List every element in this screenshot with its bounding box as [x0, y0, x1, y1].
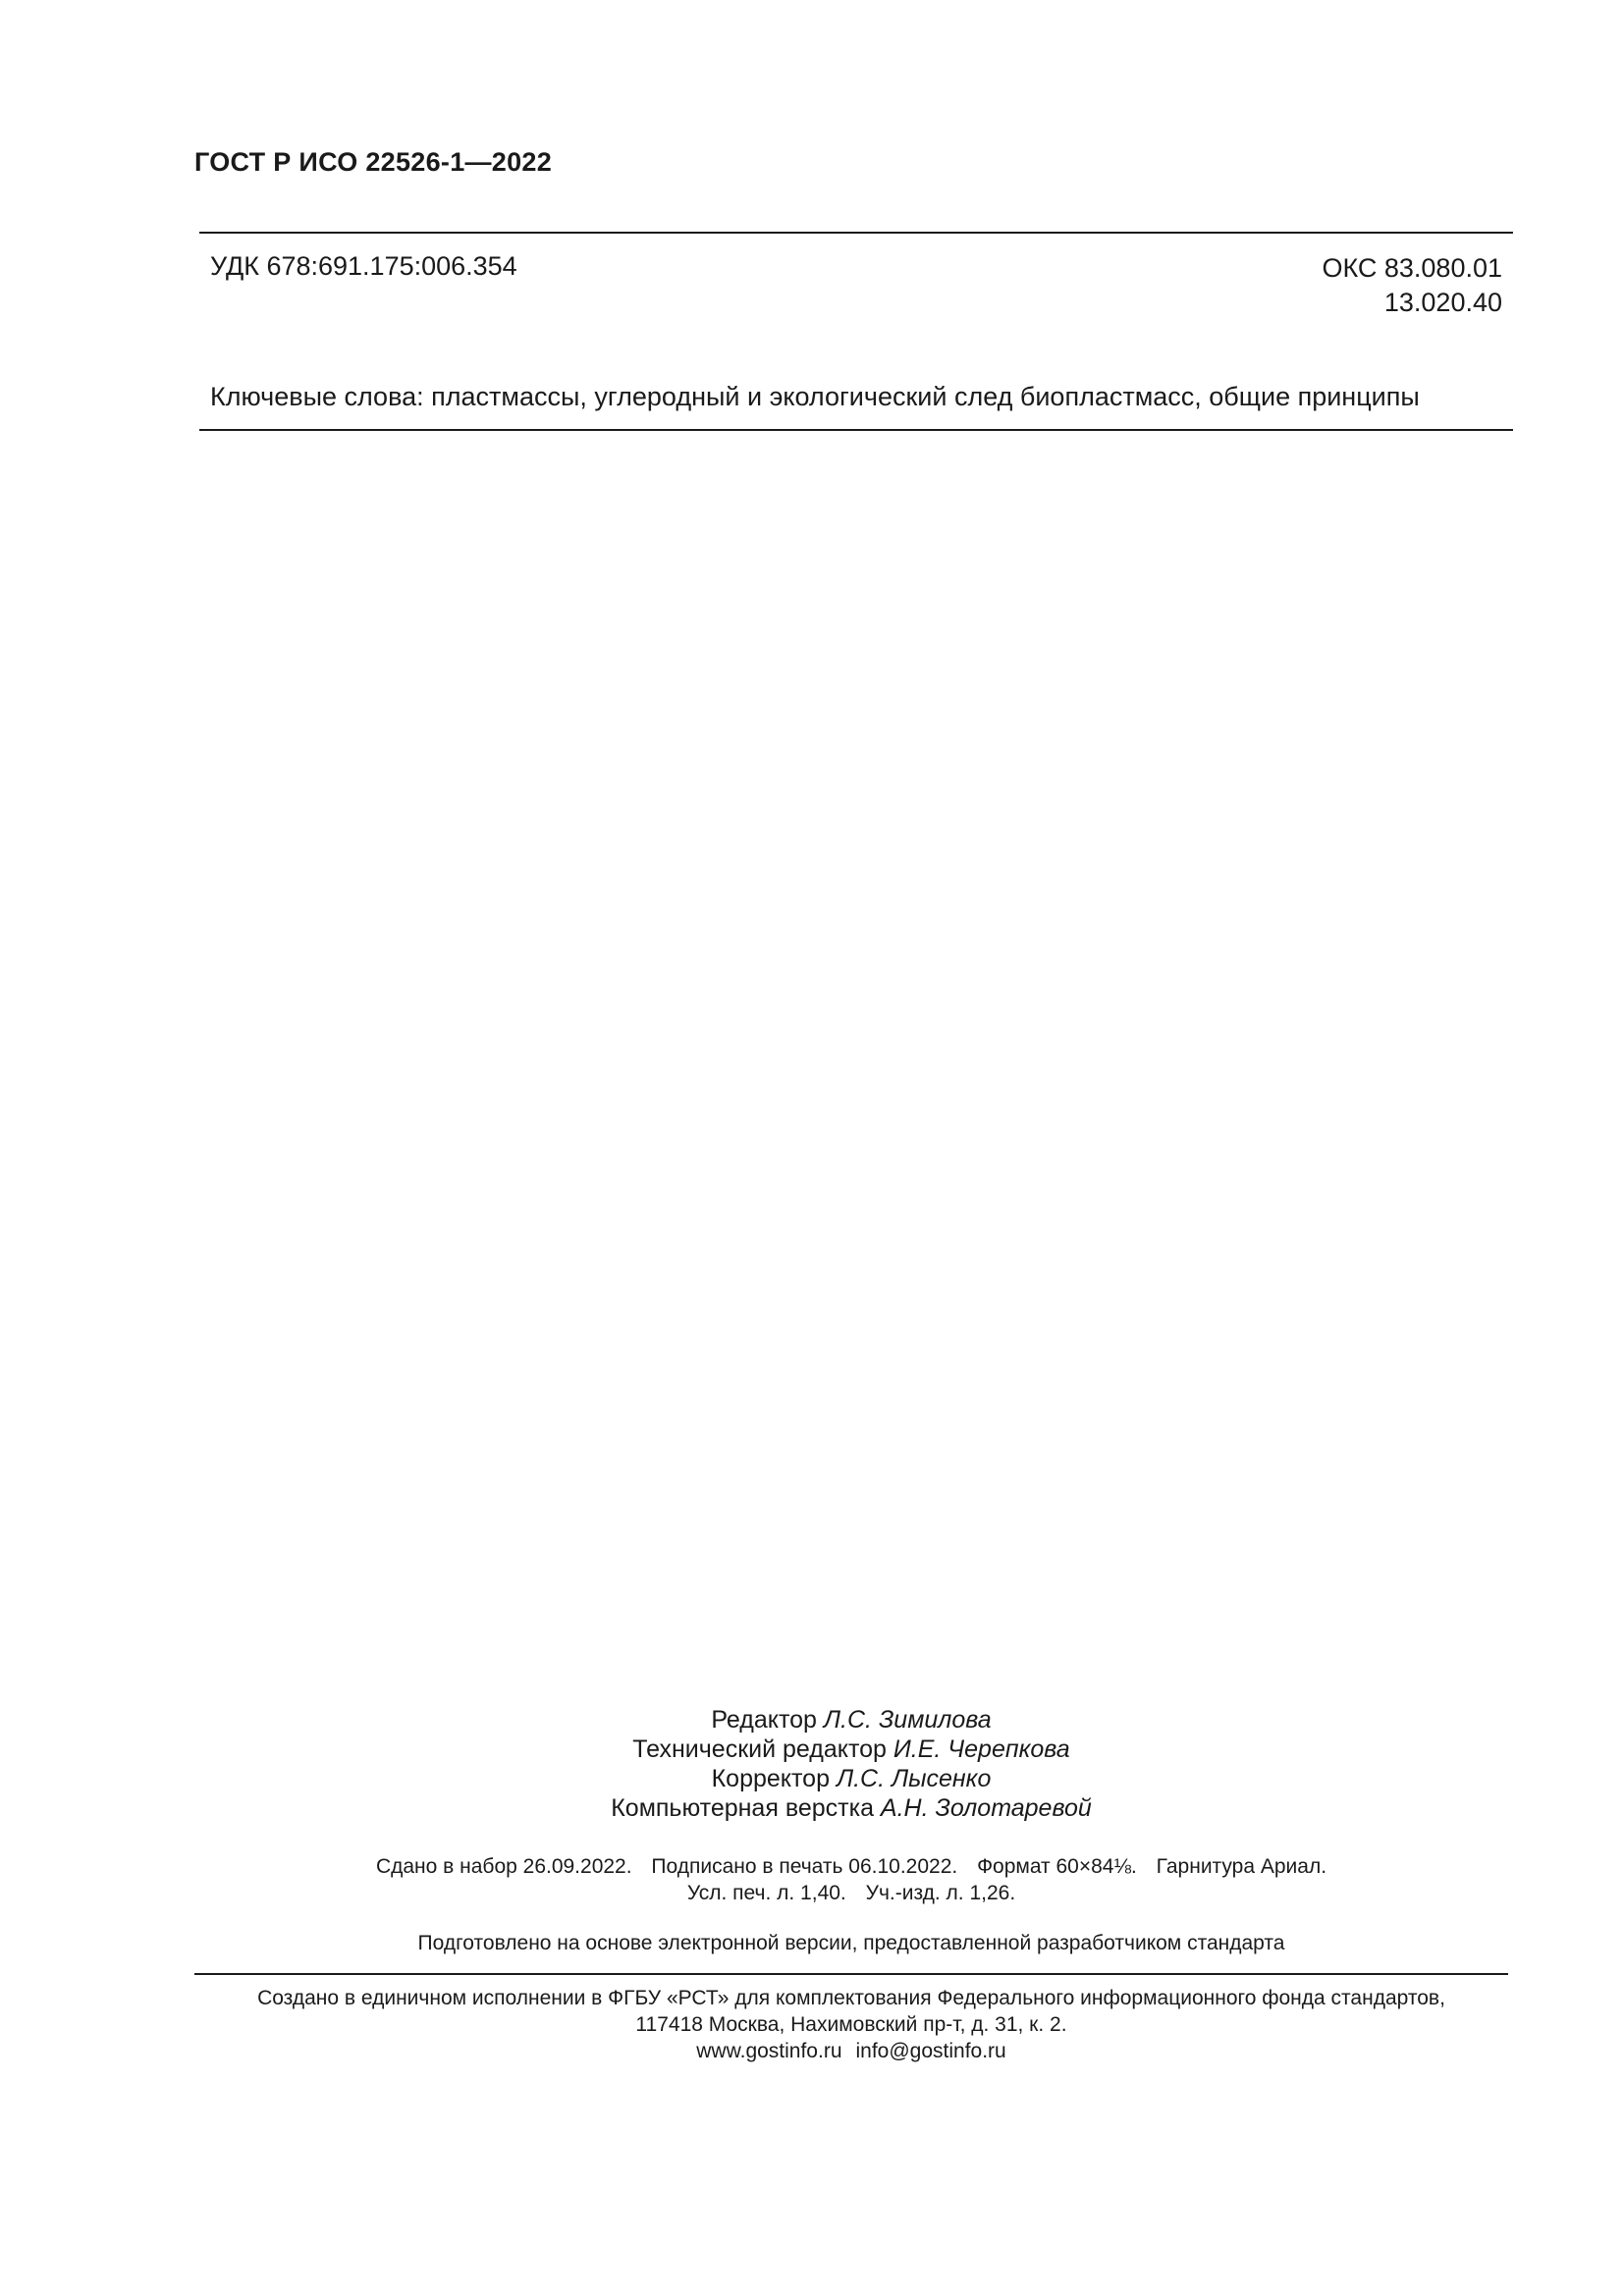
credit-role: Корректор	[711, 1765, 837, 1792]
set-date: Сдано в набор 26.09.2022.	[375, 1855, 632, 1878]
credit-corrector	[0, 1764, 1624, 1793]
oks-code-primary: ОКС 83.080.01	[1322, 253, 1502, 283]
credit-role: Редактор	[711, 1706, 824, 1734]
typeface: Гарнитура Ариал.	[1156, 1855, 1327, 1878]
keywords-line: Ключевые слова: пластмассы, углеродный и экологический след биопластмасс, общие принципы	[210, 382, 1420, 411]
footer-divider	[194, 1973, 1508, 1975]
website-link[interactable]: www.gostinfo.ru	[696, 2040, 842, 2062]
credit-person: Л.С. Лысенко	[836, 1765, 992, 1792]
email-link[interactable]: info@gostinfo.ru	[855, 2040, 1006, 2062]
print-details-line-2	[0, 1880, 1624, 1906]
publisher-address: 117418 Москва, Нахимовский пр-т, д. 31, к. 2.	[635, 2013, 1067, 2036]
credit-tech-editor	[0, 1735, 1624, 1764]
prepared-note: Подготовлено на основе электронной версии, предоставленной разработчиком стандарта	[417, 1932, 1285, 1954]
print-details-line-1	[0, 1853, 1624, 1880]
print-details	[0, 1853, 1624, 1906]
created-line: Создано в единичном исполнении в ФГБУ «РСТ» для комплектования Федерального информационного фонда стандартов,	[257, 1987, 1445, 2009]
credit-person: Л.С. Зимилова	[823, 1706, 992, 1734]
editorial-credits	[0, 1705, 1624, 1823]
credit-person: И.Е. Черепкова	[893, 1735, 1070, 1763]
credit-person: А.Н. Золотаревой	[880, 1794, 1092, 1822]
publisher-contacts	[0, 2038, 1624, 2064]
paper-format: Формат 60×84⅛.	[977, 1855, 1137, 1878]
oks-codes	[1322, 251, 1502, 320]
credit-role: Технический редактор	[632, 1735, 893, 1763]
credit-role: Компьютерная верстка	[611, 1794, 881, 1822]
oks-code-secondary: 13.020.40	[1383, 288, 1502, 317]
document-code: ГОСТ Р ИСО 22526-1—2022	[194, 147, 553, 177]
keywords-divider	[199, 429, 1513, 431]
publisher-footer	[0, 1985, 1624, 2064]
udk-code: УДК 678:691.175:006.354	[210, 251, 517, 281]
credit-layout	[0, 1793, 1624, 1823]
signed-date: Подписано в печать 06.10.2022.	[651, 1855, 958, 1878]
top-divider	[199, 232, 1513, 234]
credit-editor	[0, 1705, 1624, 1735]
edit-sheets: Уч.-изд. л. 1,26.	[865, 1882, 1016, 1904]
print-sheets: Усл. печ. л. 1,40.	[686, 1882, 846, 1904]
